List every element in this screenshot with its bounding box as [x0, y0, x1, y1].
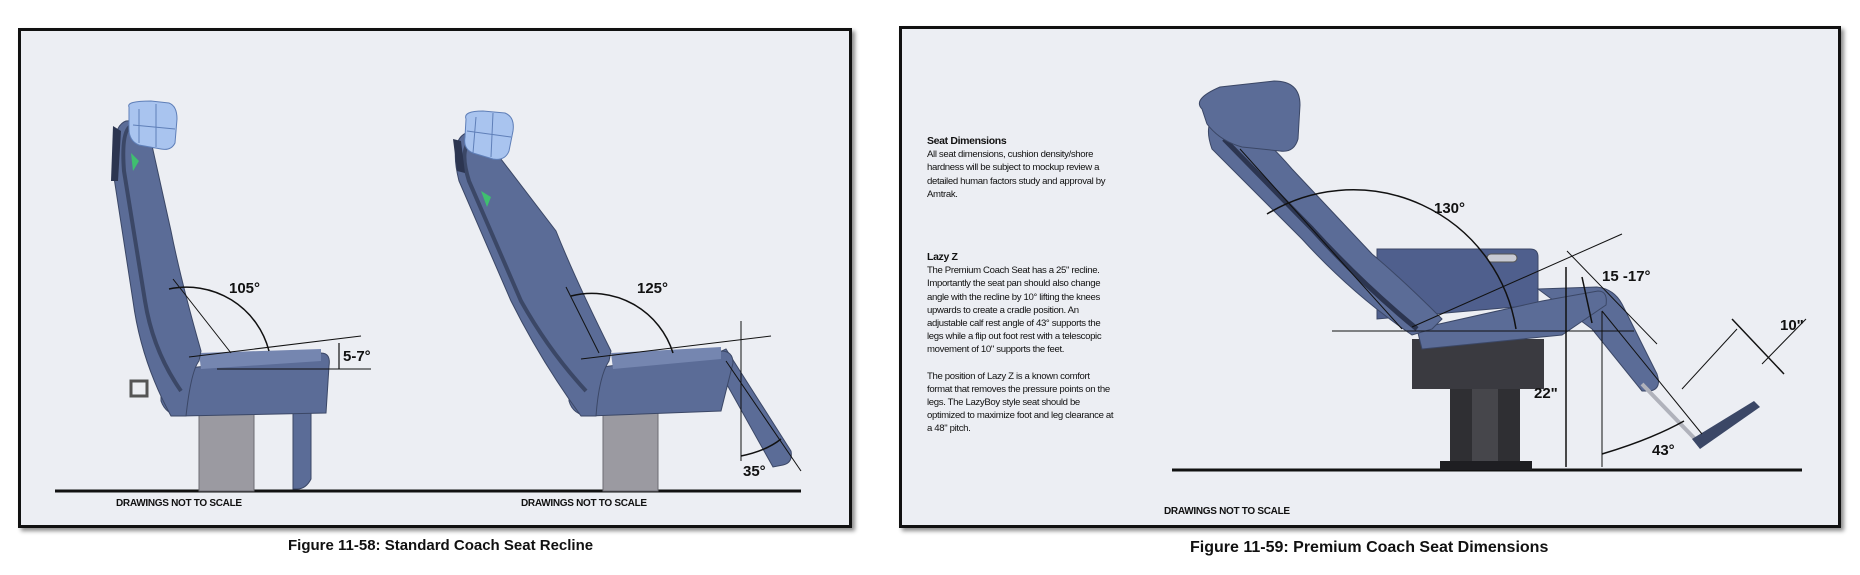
not-to-scale-note: DRAWINGS NOT TO SCALE [1164, 506, 1290, 517]
lazy-z-body-1: The Premium Coach Seat has a 25" recline. Importantly the seat pan should also change angle with the recline by 10° lifting the knees upwards to create a cradle position. An adjustable calf rest angle of 43° supports the legs while a flip out foot rest with a telescopic movement of 10" supports the feet. [927, 265, 1102, 356]
premium-coach-seat-panel [899, 26, 1841, 528]
figure-caption-left: Figure 11-58: Standard Coach Seat Recline [288, 537, 594, 554]
calf-angle-label: 35° [743, 463, 766, 480]
premium-seat [1199, 81, 1806, 470]
footrest [1692, 401, 1760, 449]
pedestal [603, 409, 658, 491]
recline-angle-label: 125° [637, 280, 669, 297]
backrest [455, 132, 611, 416]
headrest [465, 111, 514, 159]
recline-angle-label: 105° [229, 280, 261, 297]
seat-reclined [453, 111, 801, 509]
standard-seat-drawing [21, 31, 849, 525]
not-to-scale-note: DRAWINGS NOT TO SCALE [116, 498, 242, 509]
pedestal [199, 409, 254, 491]
seat-dimensions-heading: Seat Dimensions [927, 135, 1007, 147]
seat-upright [111, 101, 371, 509]
backrest [113, 121, 201, 416]
height-label: 22" [1534, 385, 1558, 402]
lazy-z-body-2: The position of Lazy Z is a known comfort format that removes the pressure points on the legs. The LazyBoy style seat should be optimized to maximize foot and leg clearance at a 48" pitch. [927, 370, 1114, 435]
not-to-scale-note: DRAWINGS NOT TO SCALE [521, 498, 647, 509]
standard-coach-seat-panel [18, 28, 852, 528]
footrest-length-label: 10" [1780, 317, 1804, 334]
premium-seat-drawing [902, 29, 1838, 525]
pan-angle-label: 15 -17° [1602, 268, 1651, 285]
pan-angle-label: 5-7° [343, 348, 371, 365]
leg-panel [251, 406, 311, 489]
seat-dimensions-body: All seat dimensions, cushion density/shore hardness will be subject to mockup review a detailed human factors study and approval by Amtrak. [927, 149, 1106, 200]
calf-angle-label: 43° [1652, 442, 1675, 459]
lazy-z-heading: Lazy Z [927, 251, 958, 263]
figure-caption-right: Figure 11-59: Premium Coach Seat Dimensions [1190, 539, 1549, 556]
recline-angle-label: 130° [1434, 200, 1466, 217]
